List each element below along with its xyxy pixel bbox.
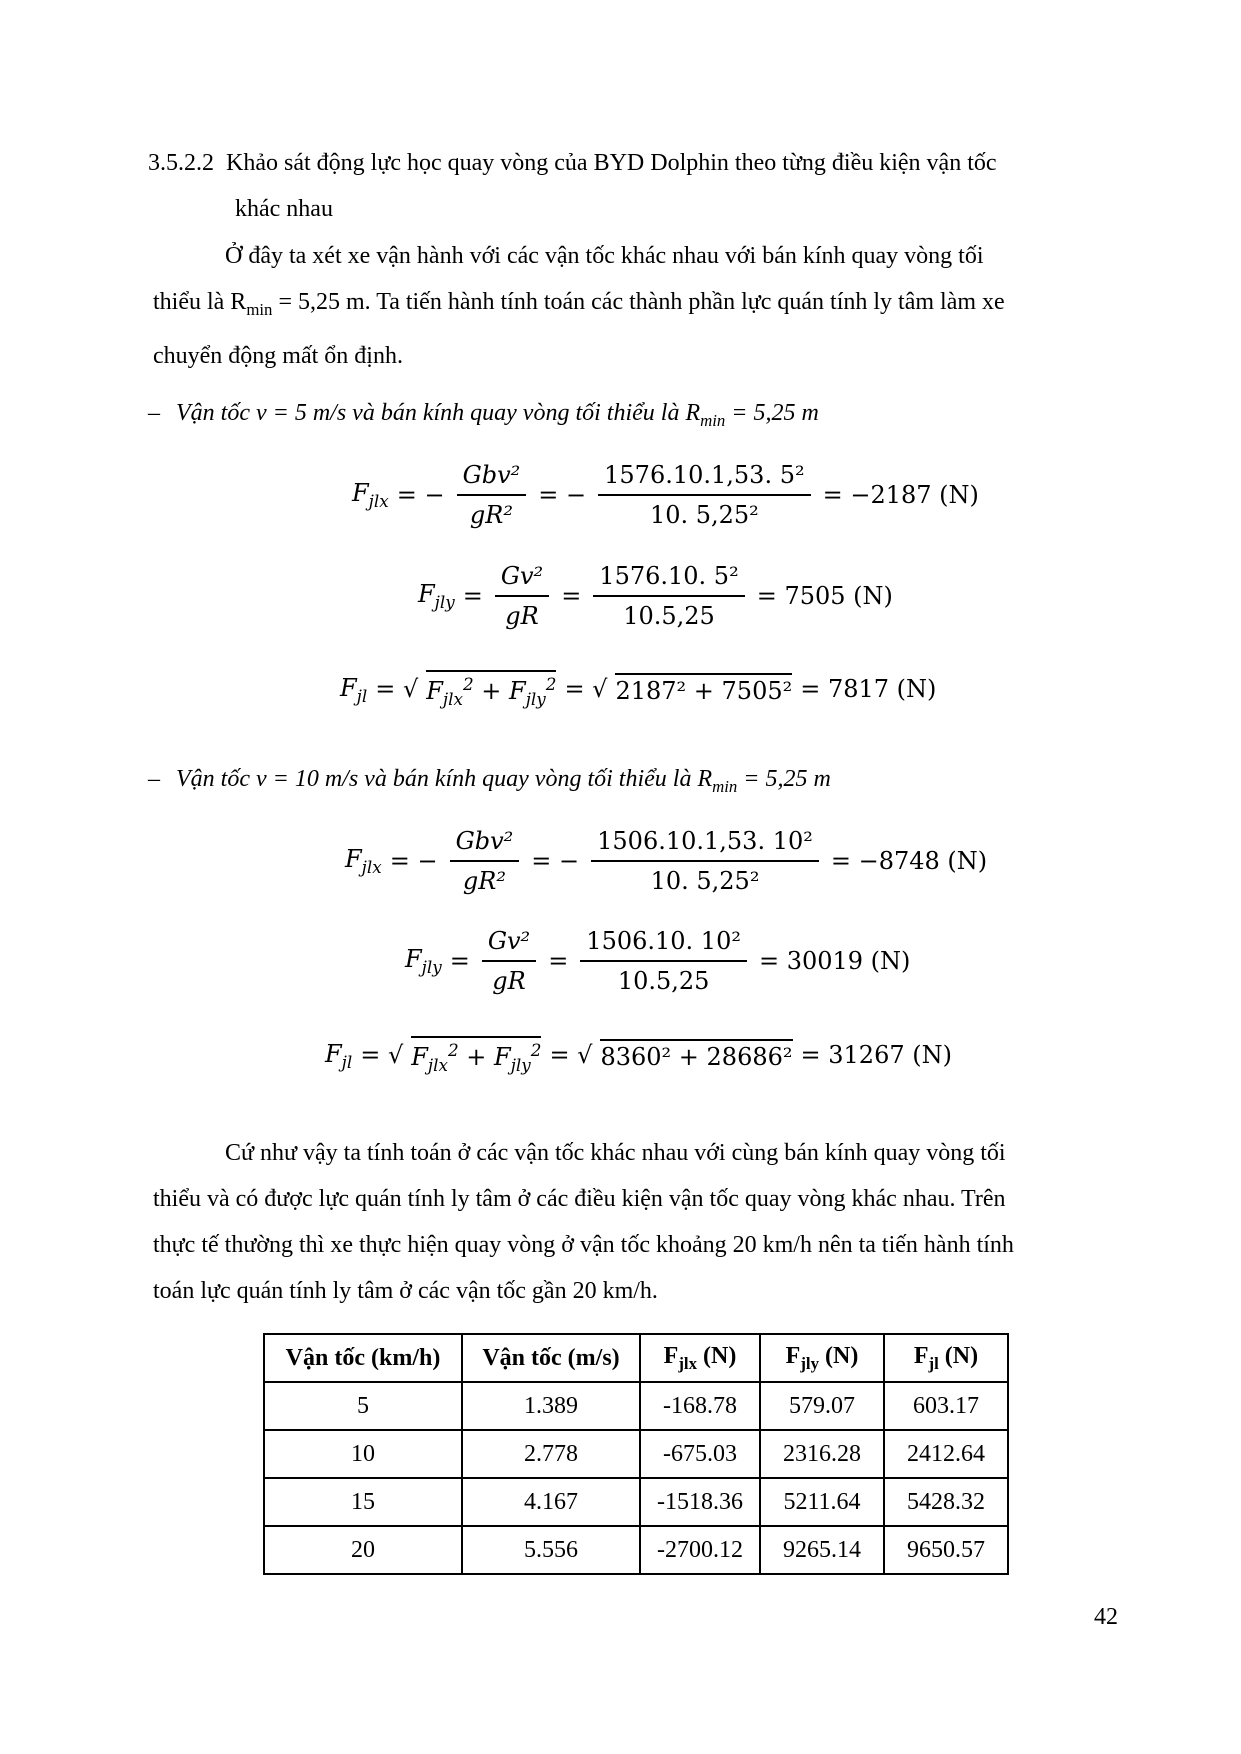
conclusion-line4: toán lực quán tính ly tâm ở các vận tốc gần 20 km/h. [153,1278,658,1304]
intro-line2a: thiểu là R [153,289,247,315]
table-cell: -168.78 [640,1382,760,1430]
case1-label-sub: min [700,410,726,430]
table-cell: 1.389 [462,1382,640,1430]
table-cell: 15 [264,1478,462,1526]
case2-label [148,766,831,797]
intro-line3: chuyển động mất ổn định. [153,342,403,369]
case2-fx-result: = −8748 (N) [830,847,988,875]
case1-fjl-equation: $F_{jl}$ = √ $F_{jlx}^2 + F_{jly}^2$ = √ 2187² + 7505² = 7817 (N) [340,670,936,709]
table-header-row [264,1334,1008,1382]
case1-fjly-equation: $F_{jly}$ = $\frac{\text{Gv²}}{gR}$ = $\frac{\text{1576.10. 5²}}{10.5,25}$ = 7505 (N) [418,562,893,630]
case1-fy-denominator: 10.5,25 [623,602,715,630]
case2-fjly-equation: $F_{jly}$ = $\frac{\text{Gv²}}{gR}$ = $\frac{\text{1506.10. 10²}}{10.5,25}$ = 30019 (N) [405,927,911,995]
table-row [264,1382,1008,1430]
conclusion-line1: Cứ như vậy ta tính toán ở các vận tốc khác nhau với cùng bán kính quay vòng tối [225,1140,1006,1166]
table-row [264,1430,1008,1478]
table-row [264,1478,1008,1526]
table-row [264,1526,1008,1574]
case2-fx-denominator: 10. 5,25² [650,867,760,895]
intro-line2-sub: min [246,299,273,319]
case1-f-inside: 2187² + 7505² [615,673,792,705]
section-title-line2: khác nhau [235,196,333,222]
case1-fx-result: = −2187 (N) [822,481,979,509]
table-cell: 2412.64 [884,1430,1008,1478]
case1-label [148,400,819,431]
table-cell: -675.03 [640,1430,760,1478]
section-title-line1: Khảo sát động lực học quay vòng của BYD Dolphin theo từng điều kiện vận tốc [226,150,997,176]
conclusion-line3: thực tế thường thì xe thực hiện quay vòng ở vận tốc khoảng 20 km/h nên ta tiến hành tính [153,1232,1014,1258]
table-cell: 5428.32 [884,1478,1008,1526]
case2-fy-denominator: 10.5,25 [617,967,710,995]
section-number: 3.5.2.2 [148,150,214,176]
table-header-cell: $F_{jly}$ (N) [760,1334,884,1382]
intro-line2b: = 5,25 m. Ta tiến hành tính toán các thành phần lực quán tính ly tâm làm xe [272,289,1005,315]
case2-f-result: = 31267 (N) [800,1041,952,1070]
case1-fy-result: = 7505 (N) [756,582,893,610]
table-cell: 5211.64 [760,1478,884,1526]
case2-fx-numerator: 1506.10.1,53. 10² [591,826,819,862]
case2-f-inside: 8360² + 28686² [600,1039,792,1071]
section-heading [148,140,1128,232]
case1-fx-numerator: 1576.10.1,53. 5² [598,460,810,496]
case2-fy-numerator: 1506.10. 10² [580,926,747,962]
table-cell: -2700.12 [640,1526,760,1574]
case1-fy-numerator: 1576.10. 5² [593,561,744,597]
table-cell: 5.556 [462,1526,640,1574]
case2-label-a: Vận tốc v = 10 m/s và bán kính quay vòng tối thiểu là R [176,766,713,792]
conclusion-line2: thiểu và có được lực quán tính ly tâm ở các điều kiện vận tốc quay vòng khác nhau. Trên [153,1186,1006,1212]
case2-label-sub: min [712,776,738,796]
intro-paragraph [153,233,1118,379]
case2-label-b: = 5,25 m [737,766,831,792]
table-cell: 2.778 [462,1430,640,1478]
table-cell: 20 [264,1526,462,1574]
case1-label-a: Vận tốc v = 5 m/s và bán kính quay vòng tối thiểu là R [176,400,701,426]
table-cell: 579.07 [760,1382,884,1430]
table-cell: -1518.36 [640,1478,760,1526]
bullet-dash: – [148,400,160,426]
table-header-cell: Vận tốc (km/h) [264,1334,462,1382]
table-cell: 603.17 [884,1382,1008,1430]
table-header-cell: Vận tốc (m/s) [462,1334,640,1382]
case1-fjlx-equation: $F_{jlx}$ = − $\frac{\text{Gbv²}}{\text{gR²}}$ = − $\frac{\text{1576.10.1,53. 5²}}{\text{10. 5,25²}}$ = −2187 (N) [352,461,979,529]
case1-fx-denominator: 10. 5,25² [649,501,759,529]
bullet-dash: – [148,766,160,792]
table-cell: 9265.14 [760,1526,884,1574]
case1-f-result: = 7817 (N) [800,675,937,704]
case2-fy-result: = 30019 (N) [758,947,911,975]
table-header-cell: $F_{jl}$ (N) [884,1334,1008,1382]
table-cell: 9650.57 [884,1526,1008,1574]
page-number: 42 [1094,1604,1118,1630]
table-cell: 10 [264,1430,462,1478]
case2-fjl-equation: $F_{jl}$ = √ $F_{jlx}^2 + F_{jly}^2$ = √ 8360² + 28686² = 31267 (N) [325,1036,952,1075]
table-cell: 4.167 [462,1478,640,1526]
case2-fjlx-equation: $F_{jlx}$ = − $\frac{\text{Gbv²}}{\text{gR²}}$ = − $\frac{\text{1506.10.1,53. 10²}}{\text{10. 5,25²}}$ = −8748 (N) [345,827,988,895]
intro-line1: Ở đây ta xét xe vận hành với các vận tốc khác nhau với bán kính quay vòng tối [225,243,984,269]
table-cell: 2316.28 [760,1430,884,1478]
case1-label-b: = 5,25 m [725,400,819,426]
data-table [263,1333,1009,1575]
table-cell: 5 [264,1382,462,1430]
conclusion-paragraph [153,1130,1118,1314]
table-header-cell: $F_{jlx}$ (N) [640,1334,760,1382]
